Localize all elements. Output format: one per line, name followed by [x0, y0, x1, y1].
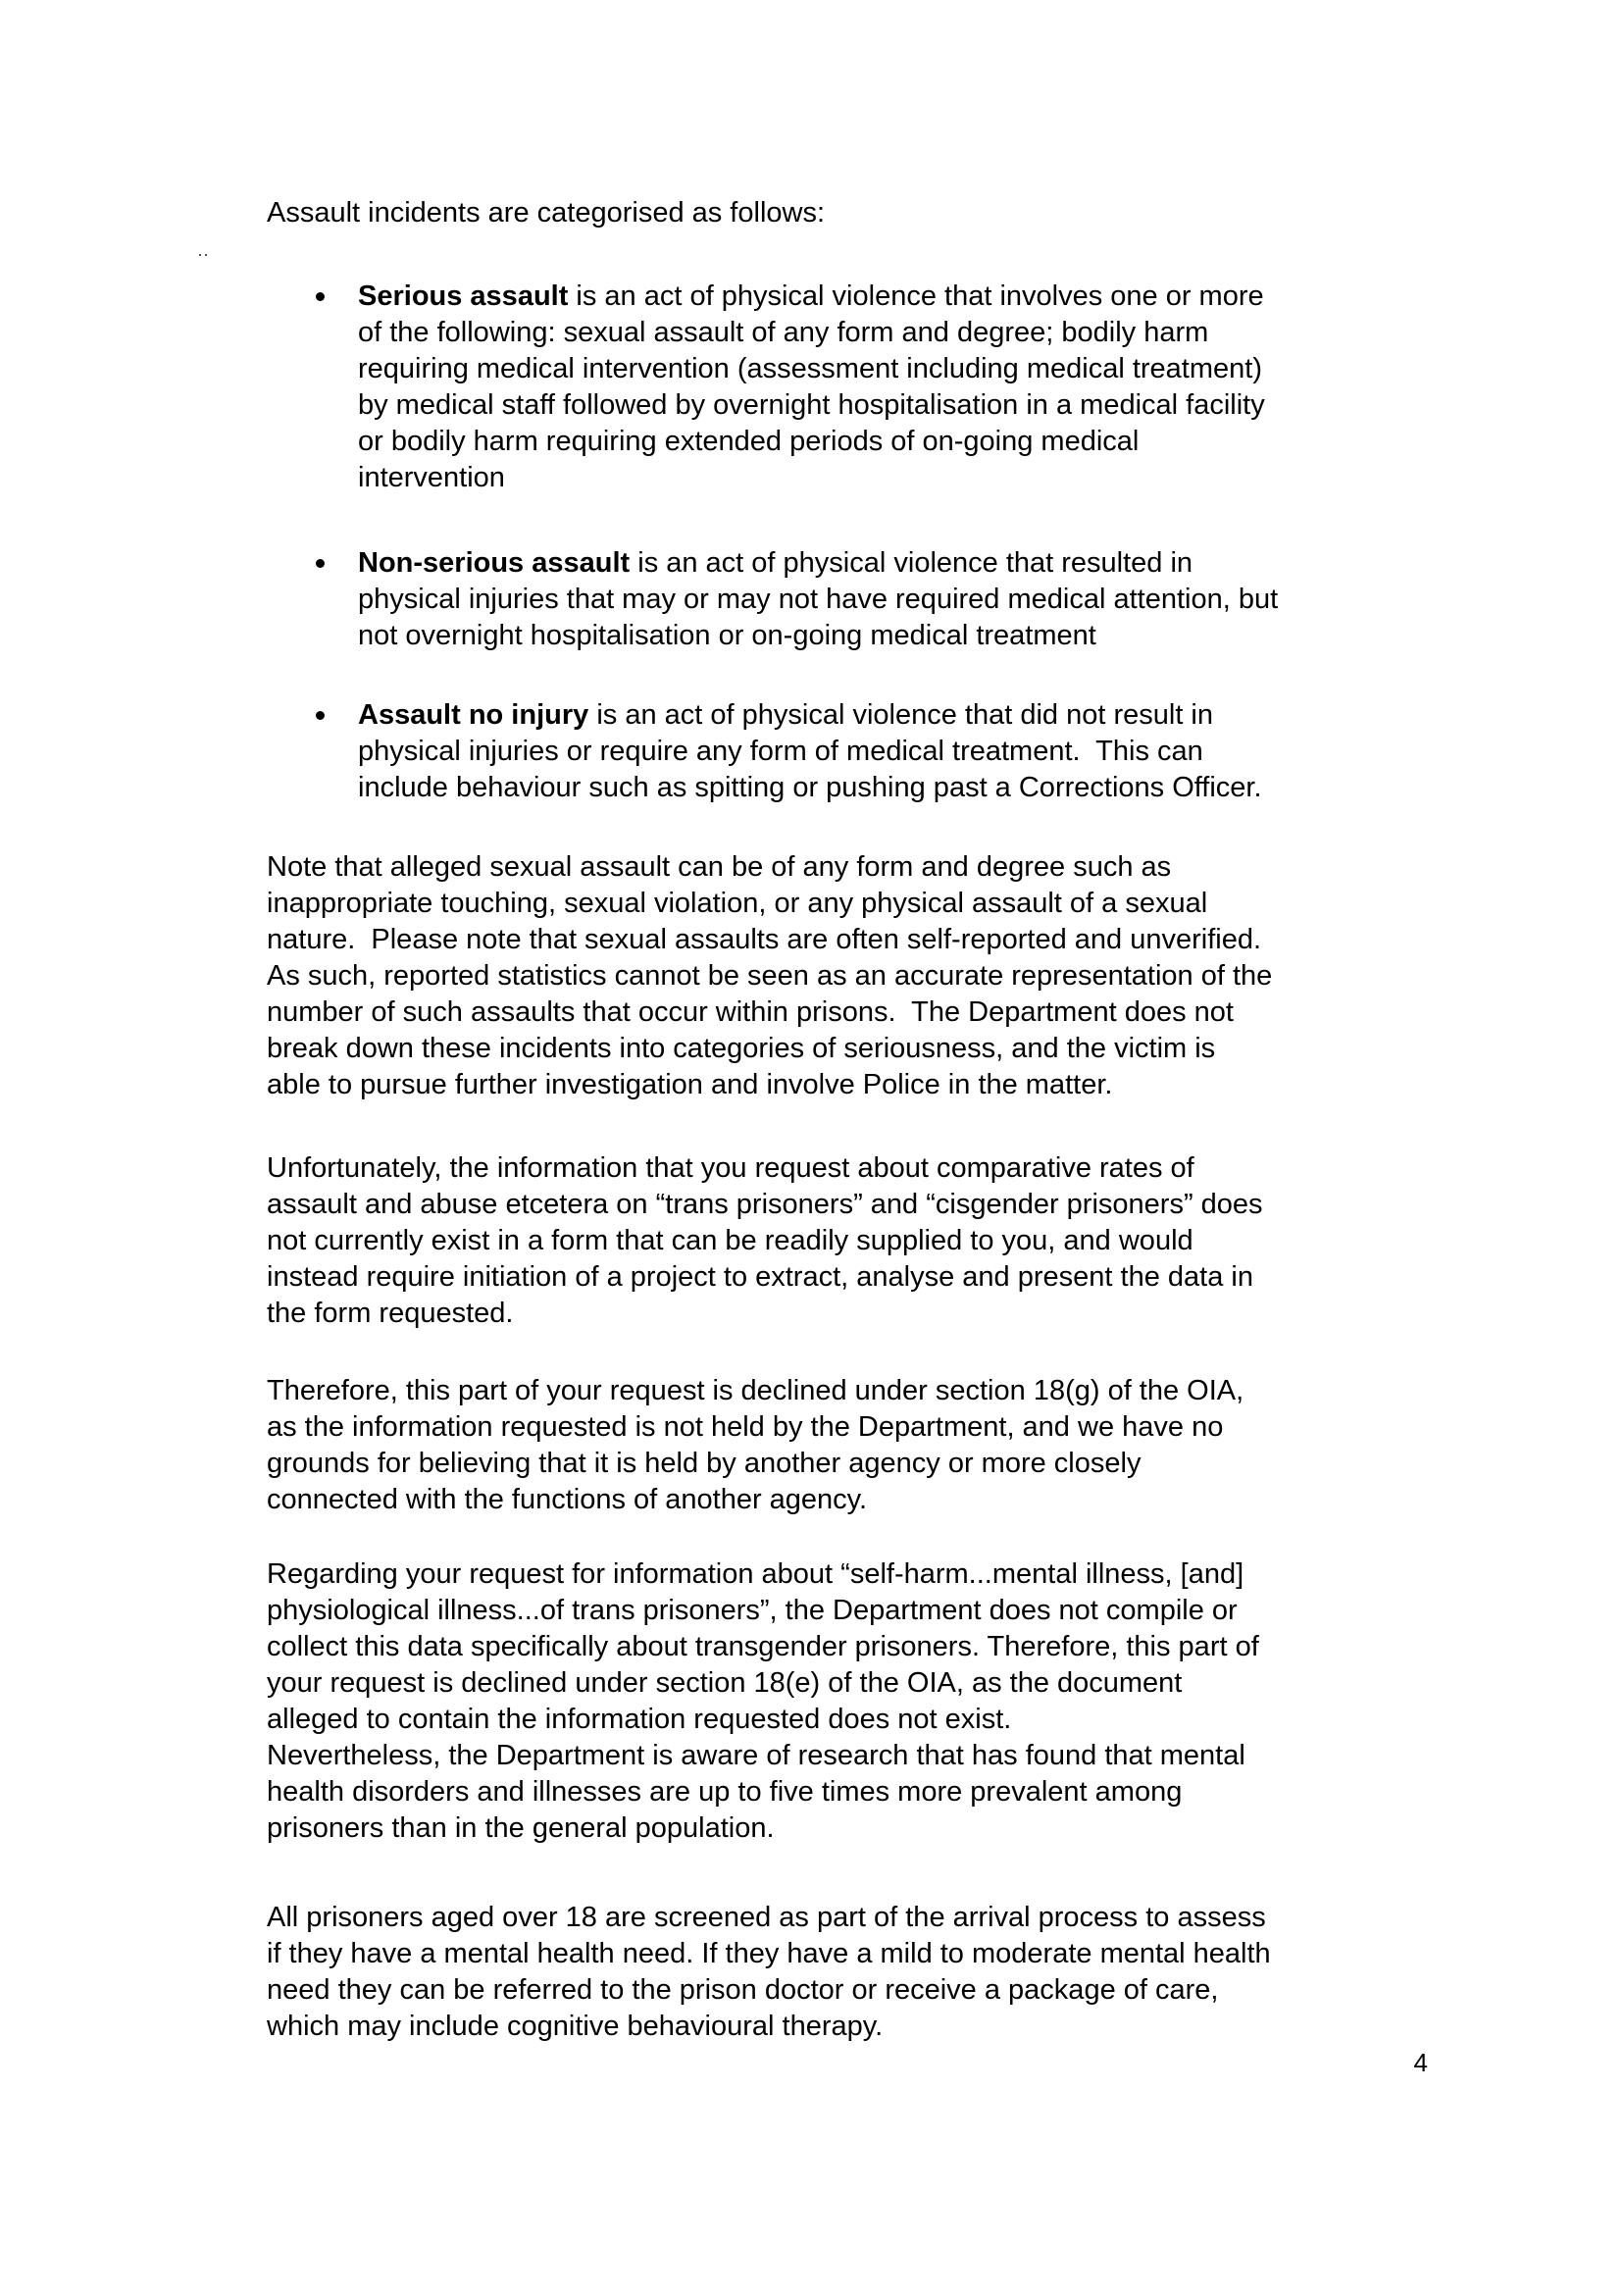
text-line: Regarding your request for information about “self-harm...mental illness, [and] [267, 1558, 1244, 1590]
bullet-term: Assault no injury [358, 699, 589, 731]
text-line: physical injuries that may or may not have required medical attention, but [358, 584, 1279, 615]
text-line: Nevertheless, the Department is aware of research that has found that mental [267, 1740, 1245, 1771]
text-line: not currently exist in a form that can be readily supplied to you, and would [267, 1225, 1193, 1256]
assault-category-list [267, 279, 1434, 806]
text-line: need they can be referred to the prison doctor or receive a package of care, [267, 1974, 1219, 2006]
text-line: Therefore, this part of your request is declined under section 18(g) of the OIA, [267, 1375, 1244, 1406]
text-line: your request is declined under section 18(e) of the OIA, as the document [267, 1667, 1183, 1699]
text-line: Assault no injury is an act of physical violence that did not result in [358, 699, 1214, 731]
text-line: of the following: sexual assault of any form and degree; bodily harm [358, 317, 1209, 348]
bullet-term: Serious assault [358, 280, 569, 312]
text-line: alleged to contain the information requested does not exist. [267, 1704, 1012, 1735]
text-line: instead require initiation of a project to extract, analyse and present the data in [267, 1261, 1253, 1293]
text-line: include behaviour such as spitting or pushing past a Corrections Officer. [358, 772, 1262, 803]
text-line: by medical staff followed by overnight hospitalisation in a medical facility [358, 389, 1265, 421]
text-line: Unfortunately, the information that you request about comparative rates of [267, 1152, 1194, 1184]
paragraph-screening-process [267, 1900, 1434, 2045]
text-line: Note that alleged sexual assault can be of any form and degree such as [267, 851, 1172, 883]
text-line: assault and abuse etcetera on “trans prisoners” and “cisgender prisoners” does [267, 1189, 1263, 1220]
bullet-term: Non-serious assault [358, 547, 631, 579]
text-line: grounds for believing that it is held by another agency or more closely [267, 1448, 1142, 1479]
paragraph-declined-18g [267, 1373, 1434, 1518]
paragraph-sexual-assault-note [267, 849, 1434, 1103]
text-line: the form requested. [267, 1298, 514, 1329]
text-line: if they have a mental health need. If they have a mild to moderate mental health [267, 1938, 1271, 1969]
text-line: which may include cognitive behavioural therapy. [267, 2011, 884, 2042]
text-line: inappropriate touching, sexual violation, or any physical assault of a sexual [267, 888, 1208, 919]
text-line: As such, reported statistics cannot be seen as an accurate representation of the [267, 960, 1273, 992]
text-line: number of such assaults that occur within prisons. The Department does not [267, 996, 1234, 1028]
text-line: or bodily harm requiring extended periods of on-going medical [358, 426, 1140, 457]
text-line: All prisoners aged over 18 are screened as part of the arrival process to assess [267, 1902, 1266, 1933]
text-line: requiring medical intervention (assessment including medical treatment) [358, 353, 1262, 384]
text-line: collect this data specifically about transgender prisoners. Therefore, this part of [267, 1631, 1259, 1662]
scan-artifact-dots [311, 2282, 350, 2294]
paragraph-comparative-rates [267, 1150, 1434, 1332]
paragraph-declined-18e-mental-health [267, 1556, 1434, 1847]
text-line: Serious assault is an act of physical violence that involves one or more [358, 280, 1264, 312]
bullet-item-non-serious-assault [267, 545, 1434, 654]
text-line: able to pursue further investigation and involve Police in the matter. [267, 1069, 1113, 1100]
text-line: Non-serious assault is an act of physical violence that resulted in [358, 547, 1193, 579]
document-body [267, 0, 1434, 2077]
text-line: prisoners than in the general population. [267, 1812, 775, 1844]
text-line: physiological illness...of trans prisoners”, the Department does not compile or [267, 1595, 1238, 1626]
text-line: nature. Please note that sexual assaults are often self-reported and unverified. [267, 924, 1262, 955]
bullet-item-assault-no-injury [267, 697, 1434, 806]
text-line: connected with the functions of another agency. [267, 1484, 868, 1515]
bullet-item-serious-assault [267, 279, 1434, 496]
page-number: 4 [1413, 2048, 1428, 2077]
text-line: as the information requested is not held by the Department, and we have no [267, 1411, 1224, 1443]
intro-heading: Assault incidents are categorised as follows: [267, 197, 826, 229]
text-line: not overnight hospitalisation or on-going medical treatment [358, 620, 1096, 651]
text-line: physical injuries or require any form of medical treatment. This can [358, 736, 1203, 767]
text-line: intervention [358, 462, 505, 493]
text-line: health disorders and illnesses are up to five times more prevalent among [267, 1776, 1183, 1808]
text-line: break down these incidents into categories of seriousness, and the victim is [267, 1033, 1216, 1064]
scan-artifact-dots [199, 238, 211, 275]
